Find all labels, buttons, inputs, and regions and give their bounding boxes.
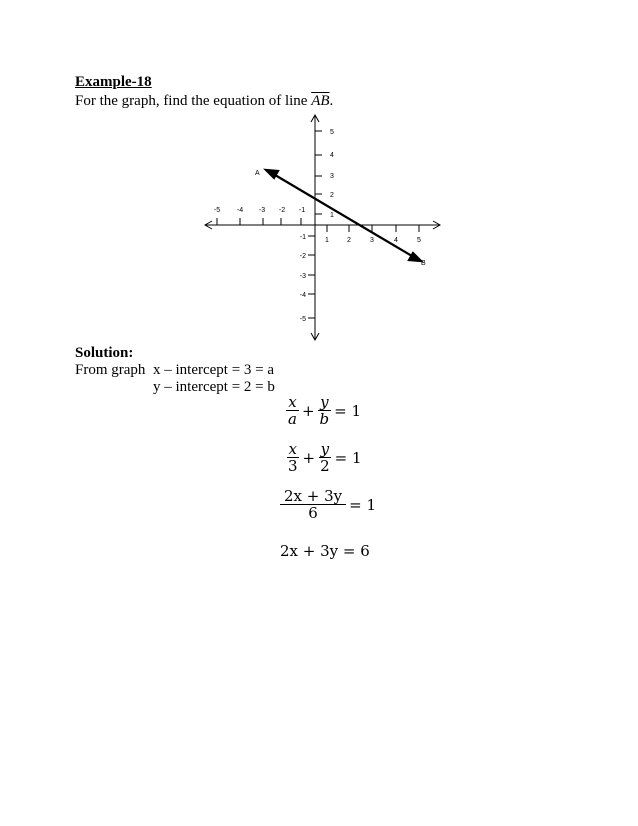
y-tick-label: -5 [299, 316, 306, 323]
denominator: 2 [320, 457, 330, 475]
equals-one: = 1 [334, 448, 362, 467]
equation-1 [286, 394, 364, 427]
x-tick-label: -4 [236, 207, 244, 214]
numerator: 2x + 3y [280, 488, 346, 505]
equation-2 [286, 441, 365, 474]
fraction [286, 441, 300, 474]
fraction [318, 441, 332, 474]
fraction [280, 488, 346, 521]
numerator: x [288, 440, 297, 458]
x-tick-label: 1 [325, 237, 329, 244]
fraction [318, 394, 332, 427]
denominator: a [288, 410, 297, 428]
from-graph-label: From graph [75, 362, 146, 378]
point-b-label: B [421, 260, 426, 267]
fraction [286, 394, 299, 427]
x-intercept-line: x – intercept = 3 = a [153, 362, 275, 378]
equals-one: = 1 [349, 495, 377, 514]
x-tick-label: 4 [394, 237, 398, 244]
x-tick-label: 5 [417, 237, 421, 244]
numerator: y [320, 440, 330, 458]
y-tick-label: -4 [299, 292, 306, 299]
y-tick-label: 2 [330, 192, 334, 199]
line-ab [270, 172, 417, 259]
x-tick-label: -2 [278, 207, 286, 214]
y-tick-label: -1 [299, 234, 306, 241]
x-tick-label: -3 [258, 207, 266, 214]
equals-one: = 1 [334, 401, 362, 420]
question-prefix: For the graph, find the equation of line [75, 93, 312, 109]
coordinate-graph [195, 110, 455, 345]
y-tick-label: 4 [330, 152, 334, 159]
line-name: $\overline{AB}$ [311, 93, 330, 109]
y-tick-label: 5 [330, 129, 334, 136]
x-tick-label: 2 [347, 237, 351, 244]
question-text [75, 93, 333, 110]
denominator: b [319, 410, 330, 428]
y-tick-label: 1 [330, 212, 334, 219]
equation-3 [280, 488, 379, 521]
solution-heading: Solution: [75, 345, 134, 361]
x-tick-label: 3 [370, 237, 374, 244]
equation-4: 2x + 3y = 6 [280, 542, 370, 560]
plus-sign: + [301, 401, 315, 420]
y-intercept-line: y – intercept = 2 = b [153, 379, 275, 395]
numerator: y [320, 393, 329, 411]
point-a-label: A [255, 170, 260, 177]
x-tick-label: -5 [213, 207, 221, 214]
numerator: x [288, 393, 297, 411]
question-end: . [329, 93, 334, 109]
y-tick-label: -2 [299, 253, 306, 260]
x-tick-label: -1 [298, 207, 306, 214]
plus-sign: + [302, 448, 316, 467]
y-tick-label: -3 [299, 273, 306, 280]
y-tick-label: 3 [330, 173, 334, 180]
denominator: 6 [308, 504, 318, 522]
example-heading: Example-18 [75, 74, 152, 90]
denominator: 3 [288, 457, 298, 475]
